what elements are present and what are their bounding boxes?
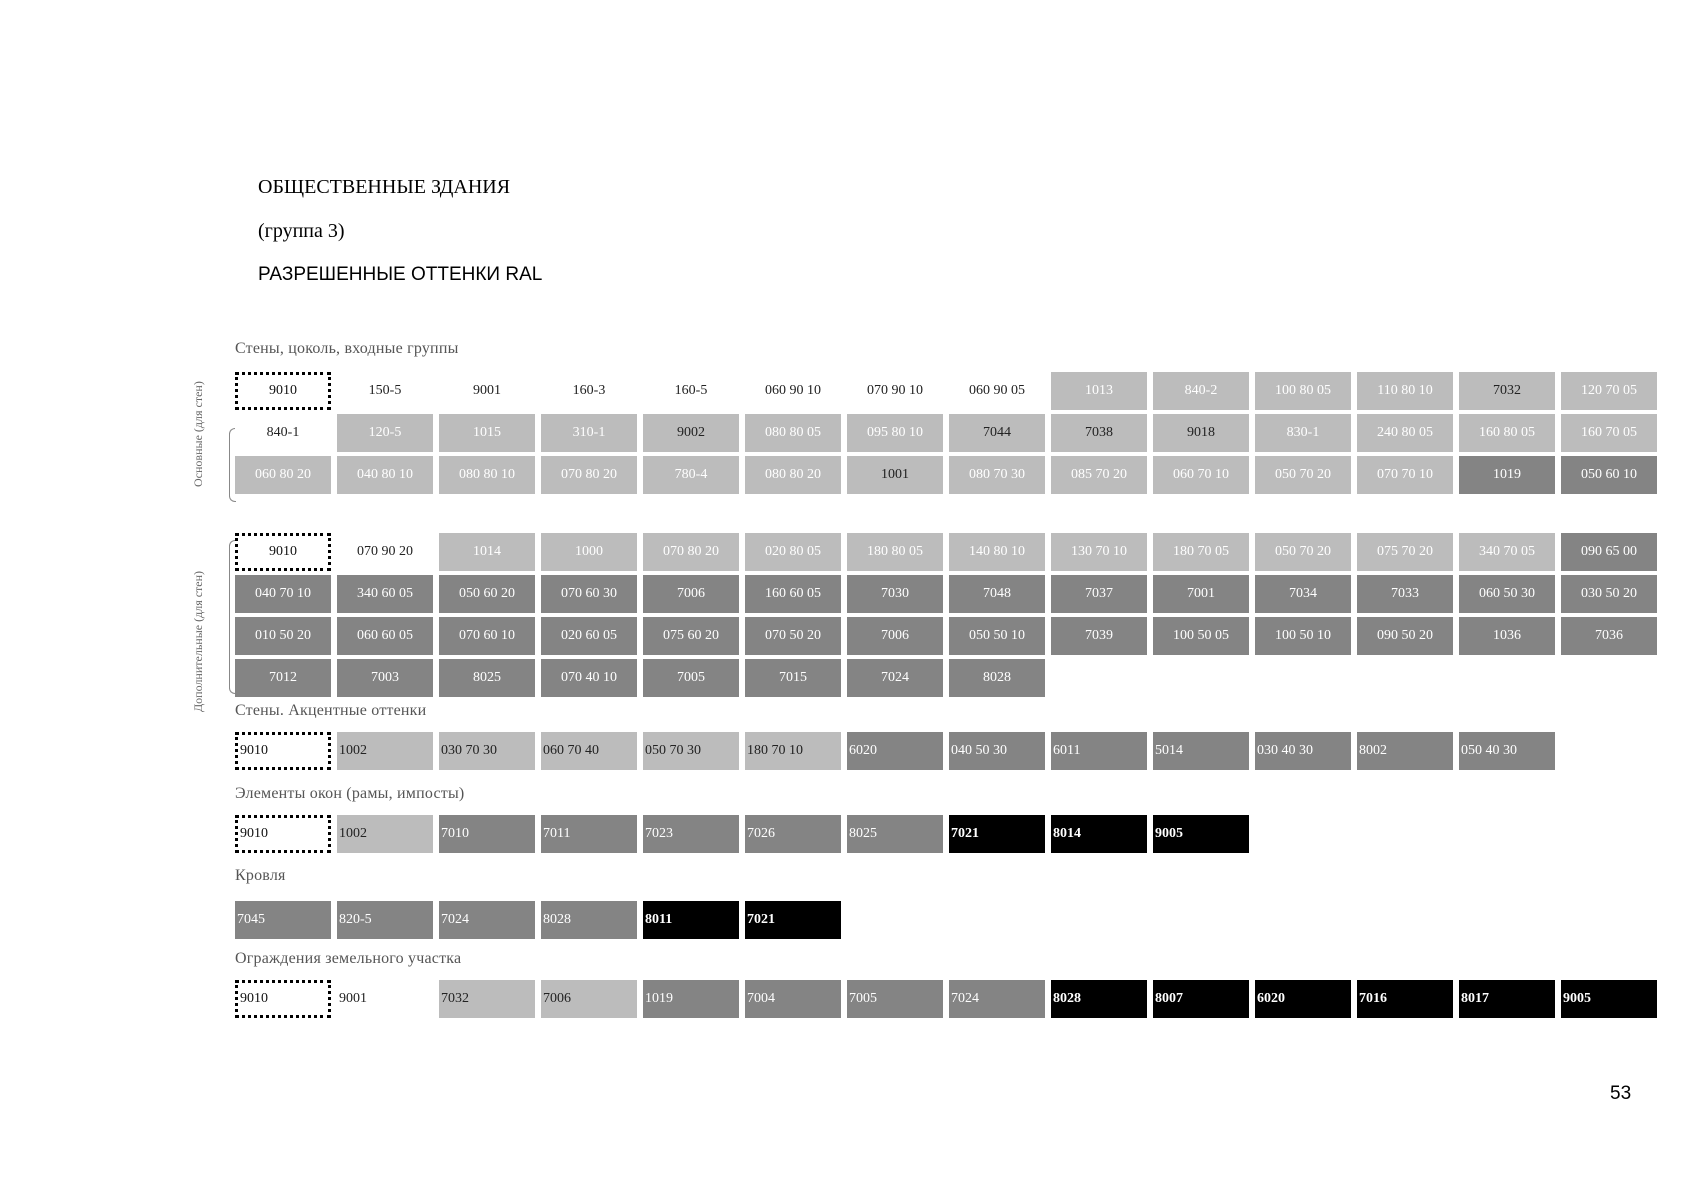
- swatch: 060 70 10: [1153, 456, 1249, 494]
- page-subtitle: РАЗРЕШЕННЫЕ ОТТЕНКИ RAL: [258, 264, 543, 285]
- accent-section-label: Стены. Акцентные оттенки: [235, 702, 427, 719]
- swatch: 8011: [643, 901, 739, 939]
- roof-section-label: Кровля: [235, 867, 286, 884]
- swatch: 070 60 30: [541, 575, 637, 613]
- swatch: 7004: [745, 980, 841, 1018]
- swatch: 8017: [1459, 980, 1555, 1018]
- swatch: 060 50 30: [1459, 575, 1555, 613]
- swatch: 7038: [1051, 414, 1147, 452]
- swatch: 9002: [643, 414, 739, 452]
- swatch: 7024: [949, 980, 1045, 1018]
- swatch: 070 80 20: [541, 456, 637, 494]
- swatch: 7036: [1561, 617, 1657, 655]
- swatch: 1014: [439, 533, 535, 571]
- swatch: 310-1: [541, 414, 637, 452]
- swatch: 070 90 20: [337, 533, 433, 571]
- swatch: 820-5: [337, 901, 433, 939]
- swatch: 1013: [1051, 372, 1147, 410]
- swatch: 1015: [439, 414, 535, 452]
- swatch: 8025: [847, 815, 943, 853]
- swatch: 7021: [745, 901, 841, 939]
- swatch: 7005: [643, 659, 739, 697]
- swatch: 7037: [1051, 575, 1147, 613]
- swatch: 030 50 20: [1561, 575, 1657, 613]
- swatch: 120-5: [337, 414, 433, 452]
- swatch: 070 50 20: [745, 617, 841, 655]
- swatch: 7033: [1357, 575, 1453, 613]
- swatch: 075 70 20: [1357, 533, 1453, 571]
- swatch: 140 80 10: [949, 533, 1045, 571]
- swatch: 080 80 20: [745, 456, 841, 494]
- swatch: 180 70 10: [745, 732, 841, 770]
- swatch: 040 80 10: [337, 456, 433, 494]
- swatch: 160 70 05: [1561, 414, 1657, 452]
- windows-colors-row: [235, 815, 1249, 853]
- swatch: 840-1: [235, 414, 331, 452]
- swatch: 120 70 05: [1561, 372, 1657, 410]
- swatch: 9001: [439, 372, 535, 410]
- swatch: 180 80 05: [847, 533, 943, 571]
- swatch: 8014: [1051, 815, 1147, 853]
- swatch: 340 60 05: [337, 575, 433, 613]
- swatch: 7003: [337, 659, 433, 697]
- swatch: 6020: [847, 732, 943, 770]
- swatch: 7021: [949, 815, 1045, 853]
- swatch: 060 80 20: [235, 456, 331, 494]
- swatch: 1019: [643, 980, 739, 1018]
- fence-section-label: Ограждения земельного участка: [235, 950, 462, 967]
- swatch: 7032: [1459, 372, 1555, 410]
- swatch: 040 50 30: [949, 732, 1045, 770]
- swatch: 1019: [1459, 456, 1555, 494]
- swatch: 1002: [337, 732, 433, 770]
- swatch: 020 60 05: [541, 617, 637, 655]
- swatch: 240 80 05: [1357, 414, 1453, 452]
- swatch: 9001: [337, 980, 433, 1018]
- swatch: 780-4: [643, 456, 739, 494]
- swatch: 7011: [541, 815, 637, 853]
- swatch: 9005: [1153, 815, 1249, 853]
- swatch: 9005: [1561, 980, 1657, 1018]
- swatch: 5014: [1153, 732, 1249, 770]
- page-number: 53: [1610, 1083, 1632, 1104]
- swatch: 7006: [541, 980, 637, 1018]
- swatch: 130 70 10: [1051, 533, 1147, 571]
- swatch: 070 90 10: [847, 372, 943, 410]
- swatch: 9010: [235, 980, 331, 1018]
- swatch: 9018: [1153, 414, 1249, 452]
- swatch: 070 40 10: [541, 659, 637, 697]
- swatch: 1002: [337, 815, 433, 853]
- swatch: 8028: [949, 659, 1045, 697]
- swatch: 100 50 10: [1255, 617, 1351, 655]
- swatch: 050 70 30: [643, 732, 739, 770]
- swatch: 1001: [847, 456, 943, 494]
- swatch: 8025: [439, 659, 535, 697]
- page-title: ОБЩЕСТВЕННЫЕ ЗДАНИЯ: [258, 176, 511, 198]
- walls-section-label: Стены, цоколь, входные группы: [235, 340, 459, 357]
- swatch: 070 80 20: [643, 533, 739, 571]
- swatch: 060 70 40: [541, 732, 637, 770]
- swatch: 080 70 30: [949, 456, 1045, 494]
- swatch: 085 70 20: [1051, 456, 1147, 494]
- swatch: 9010: [235, 372, 331, 410]
- swatch: 340 70 05: [1459, 533, 1555, 571]
- swatch: 830-1: [1255, 414, 1351, 452]
- swatch: 080 80 05: [745, 414, 841, 452]
- swatch: 7024: [439, 901, 535, 939]
- swatch: 160-5: [643, 372, 739, 410]
- swatch: 095 80 10: [847, 414, 943, 452]
- swatch: 030 40 30: [1255, 732, 1351, 770]
- swatch: 7023: [643, 815, 739, 853]
- swatch: 160-3: [541, 372, 637, 410]
- swatch: 1000: [541, 533, 637, 571]
- swatch: 8007: [1153, 980, 1249, 1018]
- swatch: 7026: [745, 815, 841, 853]
- swatch: 100 50 05: [1153, 617, 1249, 655]
- swatch: 180 70 05: [1153, 533, 1249, 571]
- swatch: 7045: [235, 901, 331, 939]
- windows-section-label: Элементы окон (рамы, импосты): [235, 785, 465, 802]
- swatch: 050 40 30: [1459, 732, 1555, 770]
- swatch: 8028: [541, 901, 637, 939]
- swatch: 060 90 10: [745, 372, 841, 410]
- swatch: 050 50 10: [949, 617, 1045, 655]
- swatch: 010 50 20: [235, 617, 331, 655]
- main-colors-grid: [235, 372, 1657, 494]
- swatch: 7001: [1153, 575, 1249, 613]
- swatch: 7015: [745, 659, 841, 697]
- swatch: 7006: [847, 617, 943, 655]
- swatch: 7030: [847, 575, 943, 613]
- extra-side-label: Дополнительные (для стен): [191, 570, 205, 712]
- swatch: 050 60 20: [439, 575, 535, 613]
- swatch: 160 60 05: [745, 575, 841, 613]
- swatch: 7034: [1255, 575, 1351, 613]
- swatch: 9010: [235, 732, 331, 770]
- swatch: 7039: [1051, 617, 1147, 655]
- main-side-label: Основные (для стен): [191, 381, 205, 487]
- swatch: 7048: [949, 575, 1045, 613]
- swatch: 9010: [235, 815, 331, 853]
- swatch: 160 80 05: [1459, 414, 1555, 452]
- swatch: 1036: [1459, 617, 1555, 655]
- extra-colors-grid: [235, 533, 1657, 697]
- swatch: 040 70 10: [235, 575, 331, 613]
- swatch: 7012: [235, 659, 331, 697]
- swatch: 080 80 10: [439, 456, 535, 494]
- swatch: 9010: [235, 533, 331, 571]
- swatch: 060 60 05: [337, 617, 433, 655]
- swatch: 8002: [1357, 732, 1453, 770]
- swatch: 030 70 30: [439, 732, 535, 770]
- swatch: 090 50 20: [1357, 617, 1453, 655]
- swatch: 070 70 10: [1357, 456, 1453, 494]
- swatch: 075 60 20: [643, 617, 739, 655]
- swatch: 070 60 10: [439, 617, 535, 655]
- swatch: 7010: [439, 815, 535, 853]
- swatch: 100 80 05: [1255, 372, 1351, 410]
- swatch: 050 60 10: [1561, 456, 1657, 494]
- swatch: 7006: [643, 575, 739, 613]
- swatch: 7032: [439, 980, 535, 1018]
- swatch: 8028: [1051, 980, 1147, 1018]
- swatch: 020 80 05: [745, 533, 841, 571]
- swatch: 7005: [847, 980, 943, 1018]
- swatch: 6020: [1255, 980, 1351, 1018]
- roof-colors-row: [235, 901, 841, 939]
- group-label: (группа 3): [258, 220, 345, 242]
- swatch: 090 65 00: [1561, 533, 1657, 571]
- swatch: 150-5: [337, 372, 433, 410]
- swatch: 050 70 20: [1255, 456, 1351, 494]
- accent-colors-row: [235, 732, 1555, 770]
- swatch: 7024: [847, 659, 943, 697]
- swatch: 6011: [1051, 732, 1147, 770]
- swatch: 7016: [1357, 980, 1453, 1018]
- fence-colors-row: [235, 980, 1657, 1018]
- swatch: 7044: [949, 414, 1045, 452]
- swatch: 060 90 05: [949, 372, 1045, 410]
- swatch: 840-2: [1153, 372, 1249, 410]
- swatch: 110 80 10: [1357, 372, 1453, 410]
- swatch: 050 70 20: [1255, 533, 1351, 571]
